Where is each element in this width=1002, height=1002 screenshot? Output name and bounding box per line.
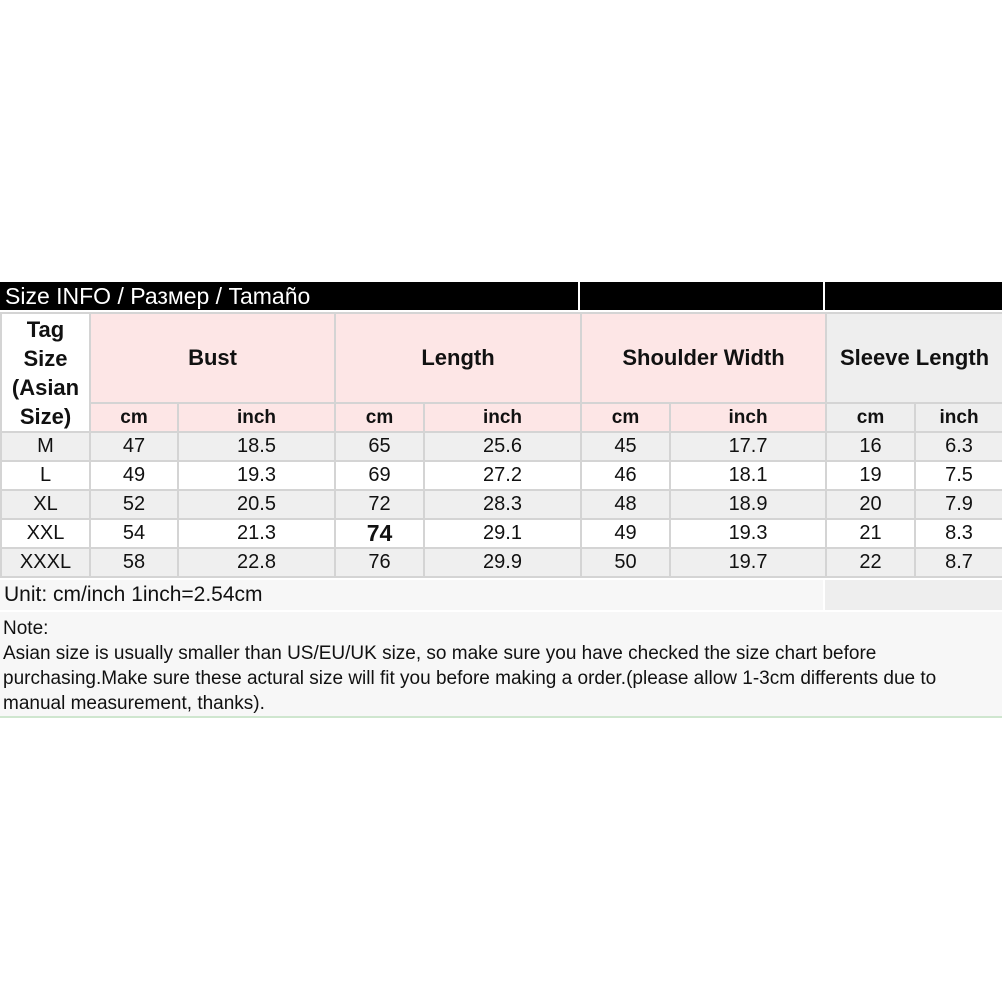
bust-inch-cell: 22.8 [178, 548, 335, 577]
unit-cm-header: cm [581, 403, 670, 432]
sleeve-inch-cell: 8.7 [915, 548, 1002, 577]
size-cell: L [1, 461, 90, 490]
length-inch-cell: 29.1 [424, 519, 581, 548]
length-cm-cell: 65 [335, 432, 424, 461]
shoulder-cm-cell: 45 [581, 432, 670, 461]
unit-note: Unit: cm/inch 1inch=2.54cm [0, 580, 823, 610]
unit-cm-header: cm [335, 403, 424, 432]
length-cm-cell: 74 [335, 519, 424, 548]
bust-inch-cell: 20.5 [178, 490, 335, 519]
shoulder-inch-cell: 18.9 [670, 490, 826, 519]
length-inch-cell: 25.6 [424, 432, 581, 461]
length-inch-cell: 29.9 [424, 548, 581, 577]
shoulder-cm-cell: 50 [581, 548, 670, 577]
size-table [0, 312, 1002, 578]
unit-inch-header: inch [915, 403, 1002, 432]
bust-inch-cell: 19.3 [178, 461, 335, 490]
sleeve-cm-cell: 20 [826, 490, 915, 519]
length-inch-cell: 28.3 [424, 490, 581, 519]
unit-inch-header: inch [670, 403, 826, 432]
sleeve-cm-cell: 19 [826, 461, 915, 490]
size-cell: M [1, 432, 90, 461]
length-cm-cell: 76 [335, 548, 424, 577]
length-inch-cell: 27.2 [424, 461, 581, 490]
sleeve-inch-cell: 8.3 [915, 519, 1002, 548]
sleeve-cm-cell: 22 [826, 548, 915, 577]
bust-cm-cell: 52 [90, 490, 178, 519]
sleeve-length-header: Sleeve Length [826, 313, 1002, 403]
note-line: purchasing.Make sure these actural size will fit you before making a order.(please allow 1-3cm differents due to [3, 668, 937, 689]
unit-cm-header: cm [90, 403, 178, 432]
table-row [1, 519, 1002, 548]
shoulder-inch-cell: 19.3 [670, 519, 826, 548]
tag-size-header: Tag Size (Asian Size) [1, 313, 90, 432]
size-chart [0, 282, 1002, 720]
shoulder-cm-cell: 48 [581, 490, 670, 519]
shoulder-inch-cell: 19.7 [670, 548, 826, 577]
sleeve-cm-cell: 21 [826, 519, 915, 548]
note-line: Asian size is usually smaller than US/EU/UK size, so make sure you have checked the size chart before [3, 643, 877, 664]
table-row [1, 432, 1002, 461]
table-row [1, 490, 1002, 519]
unit-inch-header: inch [424, 403, 581, 432]
title-bar-segment [580, 282, 823, 310]
length-cm-cell: 69 [335, 461, 424, 490]
shoulder-inch-cell: 17.7 [670, 432, 826, 461]
bust-inch-cell: 21.3 [178, 519, 335, 548]
unit-inch-header: inch [178, 403, 335, 432]
sleeve-inch-cell: 6.3 [915, 432, 1002, 461]
size-cell: XXXL [1, 548, 90, 577]
title-bar-segment [825, 282, 1002, 310]
note-line: manual measurement, thanks). [3, 693, 265, 714]
length-header: Length [335, 313, 581, 403]
bust-cm-cell: 47 [90, 432, 178, 461]
bust-header: Bust [90, 313, 335, 403]
note-label: Note: [3, 618, 49, 639]
size-cell: XXL [1, 519, 90, 548]
bust-cm-cell: 49 [90, 461, 178, 490]
title-bar [0, 282, 578, 310]
sleeve-cm-cell: 16 [826, 432, 915, 461]
table-row [1, 548, 1002, 577]
sleeve-inch-cell: 7.5 [915, 461, 1002, 490]
sleeve-inch-cell: 7.9 [915, 490, 1002, 519]
unit-note-side-cell [825, 580, 1002, 610]
shoulder-cm-cell: 49 [581, 519, 670, 548]
note-box [0, 612, 1002, 718]
shoulder-cm-cell: 46 [581, 461, 670, 490]
shoulder-inch-cell: 18.1 [670, 461, 826, 490]
bust-cm-cell: 54 [90, 519, 178, 548]
unit-cm-header: cm [826, 403, 915, 432]
bust-cm-cell: 58 [90, 548, 178, 577]
length-cm-cell: 72 [335, 490, 424, 519]
bust-inch-cell: 18.5 [178, 432, 335, 461]
size-cell: XL [1, 490, 90, 519]
chart-title: Size INFO / Размер / Tamaño [5, 283, 311, 309]
shoulder-width-header: Shoulder Width [581, 313, 826, 403]
table-row [1, 461, 1002, 490]
